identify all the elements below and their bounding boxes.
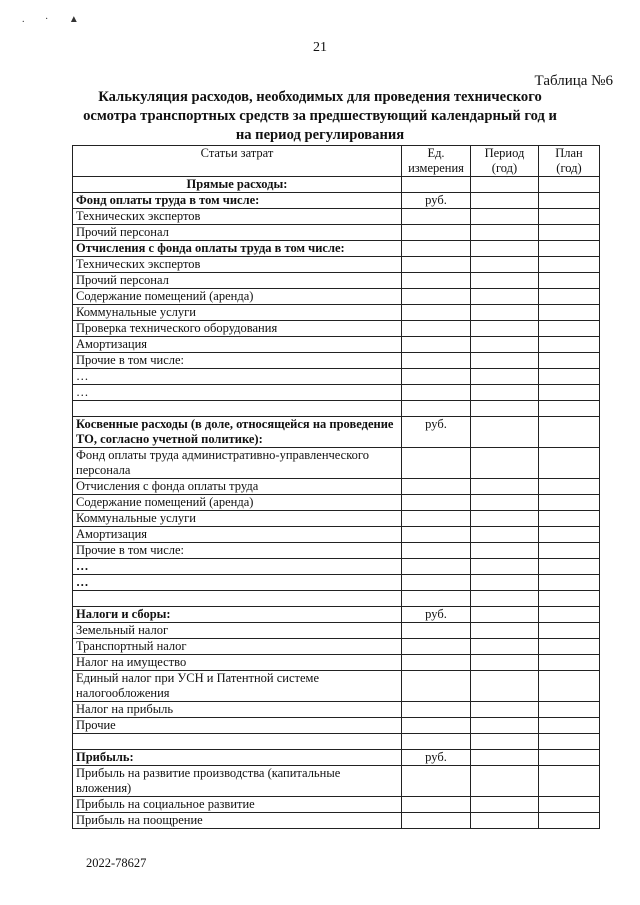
unit-cell — [402, 177, 471, 193]
unit-cell — [402, 321, 471, 337]
period-cell — [471, 337, 539, 353]
plan-cell — [539, 273, 600, 289]
period-cell — [471, 479, 539, 495]
cost-item-cell: Технических экспертов — [73, 257, 402, 273]
header-cost-items: Статьи затрат — [73, 146, 402, 177]
unit-cell — [402, 734, 471, 750]
plan-cell — [539, 305, 600, 321]
cost-item-cell: Фонд оплаты труда в том числе: — [73, 193, 402, 209]
unit-cell: руб. — [402, 607, 471, 623]
cost-item-cell: Налог на прибыль — [73, 702, 402, 718]
unit-cell — [402, 289, 471, 305]
plan-cell — [539, 257, 600, 273]
plan-cell — [539, 527, 600, 543]
plan-cell — [539, 766, 600, 797]
plan-cell — [539, 734, 600, 750]
cost-item-cell: Содержание помещений (аренда) — [73, 495, 402, 511]
period-cell — [471, 766, 539, 797]
cost-item-cell: Прибыль на социальное развитие — [73, 797, 402, 813]
page-number: 21 — [313, 40, 327, 55]
table-row — [73, 289, 600, 305]
period-cell — [471, 225, 539, 241]
unit-cell — [402, 559, 471, 575]
unit-cell — [402, 337, 471, 353]
unit-cell — [402, 305, 471, 321]
table-row — [73, 448, 600, 479]
plan-cell — [539, 511, 600, 527]
unit-cell — [402, 527, 471, 543]
cost-item-cell: Земельный налог — [73, 623, 402, 639]
cost-item-cell: Проверка технического оборудования — [73, 321, 402, 337]
plan-cell — [539, 177, 600, 193]
period-cell — [471, 543, 539, 559]
document-title: Калькуляция расходов, необходимых для проведения технического осмотра транспортных средств за предшествующий календарный год и на период регулирования — [83, 89, 557, 143]
header-unit: Ед. измерения — [402, 146, 471, 177]
cost-table — [72, 145, 600, 829]
unit-cell: руб. — [402, 417, 471, 448]
unit-cell — [402, 575, 471, 591]
plan-cell — [539, 193, 600, 209]
table-row — [73, 209, 600, 225]
period-cell — [471, 353, 539, 369]
unit-cell — [402, 543, 471, 559]
table-row — [73, 225, 600, 241]
plan-cell — [539, 401, 600, 417]
period-cell — [471, 385, 539, 401]
unit-cell — [402, 511, 471, 527]
table-row — [73, 591, 600, 607]
period-cell — [471, 639, 539, 655]
cost-item-cell: Отчисления с фонда оплаты труда в том числе: — [73, 241, 402, 257]
table-row — [73, 305, 600, 321]
cost-item-cell: Амортизация — [73, 337, 402, 353]
table-row — [73, 273, 600, 289]
table-row — [73, 575, 600, 591]
unit-cell — [402, 401, 471, 417]
plan-cell — [539, 321, 600, 337]
table-row — [73, 702, 600, 718]
period-cell — [471, 273, 539, 289]
plan-cell — [539, 353, 600, 369]
cost-item-cell — [73, 591, 402, 607]
cost-item-cell: Прибыль: — [73, 750, 402, 766]
period-cell — [471, 527, 539, 543]
table-row — [73, 257, 600, 273]
plan-cell — [539, 289, 600, 305]
cost-item-cell: … — [73, 559, 402, 575]
period-cell — [471, 591, 539, 607]
plan-cell — [539, 448, 600, 479]
period-cell — [471, 209, 539, 225]
unit-cell — [402, 209, 471, 225]
table-row — [73, 813, 600, 829]
table-row — [73, 401, 600, 417]
table-row — [73, 527, 600, 543]
unit-cell — [402, 702, 471, 718]
cost-item-cell — [73, 734, 402, 750]
unit-cell — [402, 448, 471, 479]
cost-item-cell: … — [73, 385, 402, 401]
cost-item-cell: Содержание помещений (аренда) — [73, 289, 402, 305]
unit-cell — [402, 353, 471, 369]
cost-item-cell: Технических экспертов — [73, 209, 402, 225]
cost-item-cell: … — [73, 369, 402, 385]
cost-item-cell: Коммунальные услуги — [73, 511, 402, 527]
unit-cell — [402, 591, 471, 607]
plan-cell — [539, 623, 600, 639]
table-row — [73, 321, 600, 337]
unit-cell — [402, 369, 471, 385]
period-cell — [471, 177, 539, 193]
unit-cell — [402, 766, 471, 797]
table-row — [73, 353, 600, 369]
plan-cell — [539, 575, 600, 591]
period-cell — [471, 671, 539, 702]
cost-item-cell: Налог на имущество — [73, 655, 402, 671]
period-cell — [471, 193, 539, 209]
unit-cell — [402, 225, 471, 241]
cost-item-cell: Прочие в том числе: — [73, 543, 402, 559]
table-row — [73, 241, 600, 257]
plan-cell — [539, 559, 600, 575]
period-cell — [471, 289, 539, 305]
cost-item-cell: Фонд оплаты труда административно-управленческого персонала — [73, 448, 402, 479]
plan-cell — [539, 417, 600, 448]
period-cell — [471, 448, 539, 479]
table-row — [73, 193, 600, 209]
period-cell — [471, 655, 539, 671]
table-row — [73, 337, 600, 353]
period-cell — [471, 813, 539, 829]
cost-item-cell: Прямые расходы: — [73, 177, 402, 193]
unit-cell — [402, 257, 471, 273]
cost-item-cell: Коммунальные услуги — [73, 305, 402, 321]
period-cell — [471, 369, 539, 385]
unit-cell: руб. — [402, 750, 471, 766]
table-row — [73, 734, 600, 750]
plan-cell — [539, 241, 600, 257]
period-cell — [471, 702, 539, 718]
cost-item-cell: Налоги и сборы: — [73, 607, 402, 623]
period-cell — [471, 623, 539, 639]
table-row — [73, 750, 600, 766]
table-row — [73, 797, 600, 813]
table-row — [73, 718, 600, 734]
plan-cell — [539, 607, 600, 623]
document-code: 2022-78627 — [86, 856, 147, 870]
period-cell — [471, 401, 539, 417]
unit-cell — [402, 639, 471, 655]
plan-cell — [539, 369, 600, 385]
table-row — [73, 385, 600, 401]
plan-cell — [539, 225, 600, 241]
table-row — [73, 639, 600, 655]
period-cell — [471, 495, 539, 511]
table-row — [73, 671, 600, 702]
cost-item-cell: Прибыль на развитие производства (капитальные вложения) — [73, 766, 402, 797]
unit-cell — [402, 241, 471, 257]
period-cell — [471, 797, 539, 813]
unit-cell — [402, 813, 471, 829]
unit-cell — [402, 273, 471, 289]
period-cell — [471, 305, 539, 321]
cost-item-cell — [73, 401, 402, 417]
table-row — [73, 511, 600, 527]
unit-cell — [402, 495, 471, 511]
unit-cell — [402, 671, 471, 702]
plan-cell — [539, 543, 600, 559]
table-row — [73, 623, 600, 639]
period-cell — [471, 734, 539, 750]
cost-item-cell: Единый налог при УСН и Патентной системе налогообложения — [73, 671, 402, 702]
plan-cell — [539, 209, 600, 225]
cost-item-cell: … — [73, 575, 402, 591]
table-row — [73, 369, 600, 385]
table-row — [73, 495, 600, 511]
period-cell — [471, 607, 539, 623]
cost-item-cell: Прочие в том числе: — [73, 353, 402, 369]
plan-cell — [539, 655, 600, 671]
plan-cell — [539, 337, 600, 353]
header-plan: План (год) — [539, 146, 600, 177]
period-cell — [471, 750, 539, 766]
scan-marks: . · ▲ — [22, 14, 88, 25]
cost-item-cell: Отчисления с фонда оплаты труда — [73, 479, 402, 495]
header-period: Период (год) — [471, 146, 539, 177]
cost-item-cell: Прочий персонал — [73, 273, 402, 289]
plan-cell — [539, 385, 600, 401]
unit-cell — [402, 623, 471, 639]
table-header-row — [73, 146, 600, 177]
plan-cell — [539, 813, 600, 829]
period-cell — [471, 257, 539, 273]
cost-item-cell: Амортизация — [73, 527, 402, 543]
table-row — [73, 766, 600, 797]
cost-item-cell: Косвенные расходы (в доле, относящейся на проведение ТО, согласно учетной политике): — [73, 417, 402, 448]
unit-cell — [402, 385, 471, 401]
unit-cell — [402, 479, 471, 495]
plan-cell — [539, 750, 600, 766]
cost-item-cell: Транспортный налог — [73, 639, 402, 655]
period-cell — [471, 511, 539, 527]
plan-cell — [539, 702, 600, 718]
plan-cell — [539, 718, 600, 734]
unit-cell — [402, 655, 471, 671]
table-row — [73, 607, 600, 623]
unit-cell — [402, 718, 471, 734]
table-body — [73, 177, 600, 829]
plan-cell — [539, 495, 600, 511]
period-cell — [471, 241, 539, 257]
cost-item-cell: Прибыль на поощрение — [73, 813, 402, 829]
plan-cell — [539, 797, 600, 813]
period-cell — [471, 575, 539, 591]
unit-cell — [402, 797, 471, 813]
table-row — [73, 543, 600, 559]
table-row — [73, 177, 600, 193]
period-cell — [471, 718, 539, 734]
table-row — [73, 417, 600, 448]
cost-item-cell: Прочие — [73, 718, 402, 734]
period-cell — [471, 559, 539, 575]
plan-cell — [539, 479, 600, 495]
table-label: Таблица №6 — [534, 73, 613, 89]
table-row — [73, 559, 600, 575]
table-row — [73, 655, 600, 671]
table-row — [73, 479, 600, 495]
plan-cell — [539, 639, 600, 655]
cost-item-cell: Прочий персонал — [73, 225, 402, 241]
period-cell — [471, 321, 539, 337]
plan-cell — [539, 591, 600, 607]
period-cell — [471, 417, 539, 448]
plan-cell — [539, 671, 600, 702]
unit-cell: руб. — [402, 193, 471, 209]
